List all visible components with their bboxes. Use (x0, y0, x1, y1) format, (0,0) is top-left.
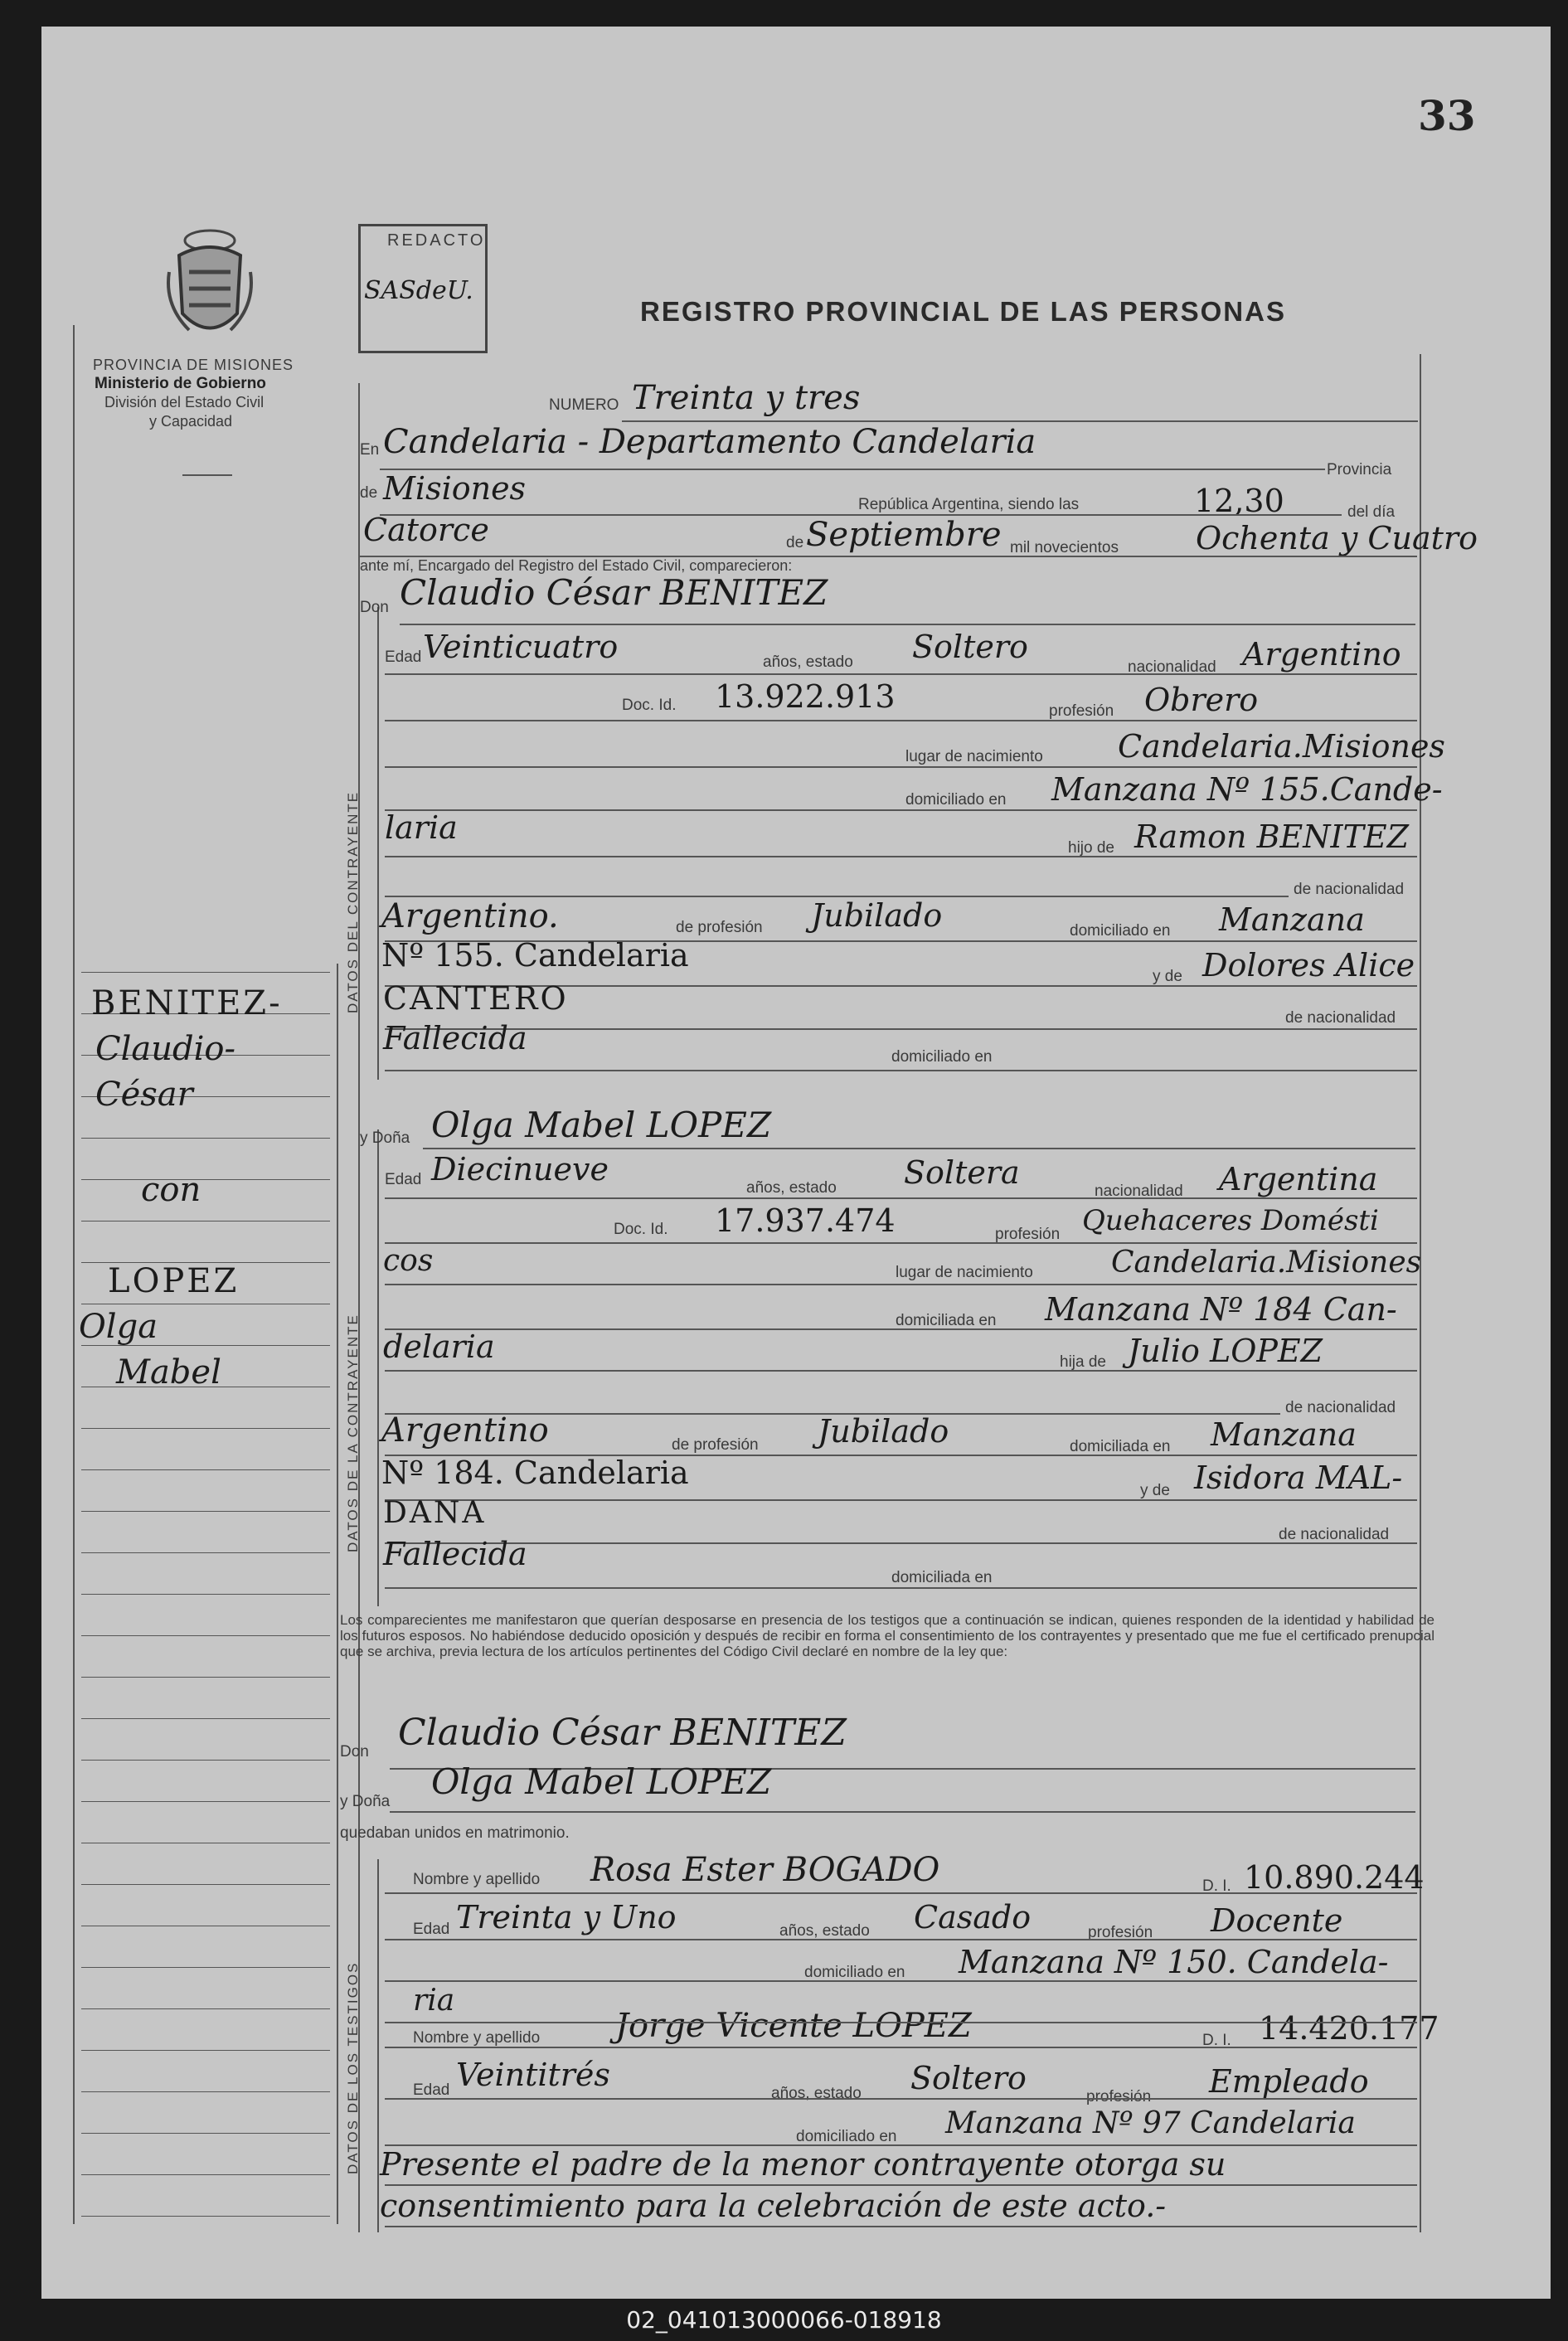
t1-edad-label: Edad (413, 1921, 450, 1938)
de-nac-label-4: de nacionalidad (1279, 1526, 1390, 1543)
margin-rule (81, 2091, 330, 2092)
margin-rule (81, 1594, 330, 1595)
rule (385, 809, 1417, 811)
division-label: División del Estado Civil (104, 394, 265, 410)
contrayente-padre-prof: Jubilado (811, 897, 943, 934)
de-label-2: de (786, 534, 804, 551)
margin-rule (81, 2050, 330, 2051)
rule (385, 1542, 1417, 1544)
margin-rule (81, 2216, 330, 2217)
contrayenta-padre-prof: Jubilado (818, 1413, 949, 1450)
t1-dom-cont: ria (413, 1984, 455, 2018)
t1-profesion-label: profesión (1088, 1924, 1153, 1941)
contrayente-padre-dom: Manzana (1219, 901, 1365, 938)
redacto-label: REDACTO (387, 231, 486, 250)
t1-di-label: D. I. (1202, 1877, 1231, 1895)
t1-profesion: Docente (1211, 1902, 1343, 1939)
redacto-value: SASdeU. (364, 276, 473, 305)
y-dona-label: y Doña (360, 1129, 410, 1147)
rule (385, 720, 1417, 721)
contrayenta-edad: Diecinueve (431, 1151, 609, 1187)
rule (622, 420, 1418, 422)
margin-surname-2: LOPEZ (108, 1262, 240, 1300)
contrayente-domicilio-cont: laria (385, 809, 458, 846)
contrayente-section-label: DATOS DEL CONTRAYENTE (345, 790, 361, 1013)
rule (385, 1284, 1417, 1285)
contrayenta-madre-cont: DANA (383, 1496, 487, 1530)
margin-rule (81, 2174, 330, 2175)
contrayente-estado: Soltero (912, 629, 1028, 665)
rule (385, 856, 1417, 857)
rule (385, 1370, 1417, 1372)
y-dona-label-2: y Doña (340, 1793, 391, 1810)
dia-value: Catorce (363, 512, 489, 548)
margin-rule (81, 1884, 330, 1885)
t1-edad: Treinta y Uno (456, 1899, 677, 1935)
contrayenta-padre: Julio LOPEZ (1128, 1333, 1323, 1369)
margin-rule (81, 972, 330, 973)
don-label: Don (360, 599, 389, 616)
margin-name-1b: César (95, 1076, 193, 1114)
rule (385, 1197, 1417, 1199)
anios-label-2: años, estado (746, 1179, 837, 1197)
t1-dom: Manzana Nº 150. Candela- (959, 1944, 1389, 1980)
margin-surname-1: BENITEZ- (91, 984, 283, 1022)
anio-value: Ochenta y Cuatro (1196, 520, 1478, 556)
rule (390, 1811, 1415, 1813)
novia-nombre: Olga Mabel LOPEZ (431, 1761, 772, 1802)
y-de-label: y de (1153, 968, 1182, 985)
margin-name-2b: Mabel (116, 1353, 221, 1391)
mil-label: mil novecientos (1010, 539, 1119, 556)
margin-rule (81, 1552, 330, 1553)
doc-label-2: Doc. Id. (614, 1221, 668, 1238)
contrayenta-profesion: Quehaceres Domésti (1082, 1204, 1379, 1237)
contrayenta-padre-dom-cont: Nº 184. Candelaria (381, 1455, 689, 1491)
hora-value: 12,30 (1194, 483, 1284, 519)
padre-dom-label: domiciliado en (1070, 922, 1171, 940)
redacto-box (358, 224, 488, 353)
main-border-left (358, 383, 360, 2232)
contrayenta-border (377, 1129, 379, 1606)
madre-dom-label: domiciliado en (891, 1048, 993, 1066)
t2-di: 14.420.177 (1259, 2010, 1439, 2047)
de-label: de (360, 484, 378, 502)
hijo-label: hijo de (1068, 839, 1114, 857)
t2-nombre: Jorge Vicente LOPEZ (615, 2007, 972, 2045)
contrayente-profesion: Obrero (1144, 682, 1259, 718)
margin-rule (81, 1428, 330, 1429)
testigos-section-label: DATOS DE LOS TESTIGOS (345, 1961, 361, 2174)
document-title: REGISTRO PROVINCIAL DE LAS PERSONAS (640, 296, 1286, 327)
rule (385, 1328, 1417, 1330)
rule (385, 2047, 1417, 2048)
contrayente-domicilio: Manzana Nº 155.Cande- (1051, 771, 1443, 808)
t2-dom-label: domiciliado en (796, 2128, 897, 2145)
rule (423, 1148, 1415, 1149)
rule (385, 673, 1417, 675)
de-profesion-label-2: de profesión (672, 1436, 759, 1454)
province-label: PROVINCIA DE MISIONES (93, 357, 294, 373)
profesion-label: profesión (1049, 702, 1114, 720)
domicilio-label: domiciliado en (905, 791, 1007, 809)
main-border-right (1420, 354, 1421, 2232)
contrayente-edad: Veinticuatro (423, 629, 619, 665)
don-label-2: Don (340, 1743, 369, 1761)
t1-nombre: Rosa Ester BOGADO (590, 1851, 940, 1889)
t1-nombre-label: Nombre y apellido (413, 1871, 541, 1888)
margin-rule (81, 1138, 330, 1139)
contrayente-madre-estado: Fallecida (383, 1020, 527, 1056)
rule (385, 1070, 1417, 1071)
contrayente-padre-nac: Argentino. (381, 897, 559, 935)
nacionalidad-label-2: nacionalidad (1095, 1183, 1183, 1200)
contrayente-madre: Dolores Alice (1202, 947, 1415, 984)
margin-rule (81, 1635, 330, 1636)
contrayenta-padre-nac: Argentino (381, 1411, 549, 1450)
margin-rule (81, 1179, 330, 1180)
contrayente-madre-cont: CANTERO (383, 980, 569, 1017)
page-number: 33 (1418, 91, 1476, 140)
rule (360, 556, 1417, 557)
del-dia-label: del día (1347, 503, 1396, 521)
contrayenta-madre-estado: Fallecida (383, 1536, 527, 1572)
document-page (41, 27, 1551, 2299)
margin-rule (81, 1718, 330, 1719)
rule (385, 1499, 1417, 1501)
rule (385, 1892, 1417, 1894)
anios-label: años, estado (763, 653, 853, 671)
edad-label: Edad (385, 648, 422, 666)
domicilio-label-2: domiciliada en (896, 1312, 997, 1329)
de-nac-label-2: de nacionalidad (1285, 1009, 1396, 1027)
t2-edad: Veintitrés (456, 2057, 610, 2093)
t2-anios-label: años, estado (771, 2085, 862, 2102)
rule (385, 1980, 1417, 1982)
novio-nombre: Claudio César BENITEZ (398, 1712, 847, 1754)
declaration-text: Los comparecientes me manifestaron que querían desposarse en presencia de los testigos que a continuación se indican, quienes responden de la identidad y habilidad de los futuros esposos. No habiéndose deducido oposición y después de recibir en forma el consentimiento de los contrayentes y presentado que me fue el certificado prenupcial que se archiva, previa lectura de los artículos pertinentes del Código Civil declaré en nombre de la ley que: (340, 1612, 1435, 1659)
contrayente-padre-dom-cont: Nº 155. Candelaria (381, 937, 689, 974)
margin-rule (81, 1801, 330, 1802)
rule (385, 1587, 1417, 1589)
de-nac-label-3: de nacionalidad (1285, 1399, 1396, 1416)
republica-label: República Argentina, siendo las (858, 496, 1080, 513)
margin-border-right (337, 964, 338, 2224)
t2-profesion: Empleado (1209, 2063, 1369, 2100)
t2-estado: Soltero (910, 2060, 1027, 2096)
en-label: En (360, 441, 380, 459)
provincia-value: Misiones (383, 470, 527, 507)
edad-label-2: Edad (385, 1171, 422, 1188)
rule (385, 1242, 1417, 1244)
contrayenta-estado: Soltera (904, 1154, 1020, 1191)
footer-code: 02_041013000066-018918 (626, 2306, 942, 2334)
rule (385, 2184, 1417, 2186)
rule (385, 1939, 1417, 1940)
numero-value: Treinta y tres (632, 379, 861, 417)
t1-estado: Casado (914, 1899, 1032, 1935)
contrayente-nacionalidad: Argentino (1242, 636, 1401, 673)
t1-dom-label: domiciliado en (804, 1964, 905, 1981)
lugar-value: Candelaria - Departamento Candelaria (383, 423, 1036, 461)
margin-name-2a: Olga (79, 1308, 158, 1346)
nacionalidad-label: nacionalidad (1128, 658, 1216, 676)
contrayenta-domicilio: Manzana Nº 184 Can- (1045, 1291, 1397, 1328)
nota-line-1: Presente el padre de la menor contrayente otorga su (380, 2146, 1226, 2183)
margin-rule (81, 1760, 330, 1761)
contrayente-doc: 13.922.913 (715, 678, 896, 715)
doc-label: Doc. Id. (622, 697, 677, 714)
de-nac-label: de nacionalidad (1294, 881, 1405, 898)
margin-name-1a: Claudio- (95, 1030, 236, 1068)
rule (385, 2022, 1417, 2023)
mes-value: Septiembre (806, 516, 1002, 554)
contrayenta-madre: Isidora MAL- (1194, 1459, 1403, 1496)
t2-di-label: D. I. (1202, 2032, 1231, 2049)
lugar-nac-label: lugar de nacimiento (905, 748, 1043, 765)
ministry-label: Ministerio de Gobierno (95, 375, 266, 392)
rule (385, 766, 1417, 768)
divider (182, 474, 232, 476)
margin-rule (81, 1511, 330, 1512)
margin-border (73, 325, 75, 2224)
y-de-label-2: y de (1140, 1482, 1170, 1499)
t2-edad-label: Edad (413, 2081, 450, 2099)
contrayenta-profesion-cont: cos (383, 1244, 434, 1278)
contrayente-border (377, 607, 379, 1080)
ante-label: ante mí, Encargado del Registro del Estado Civil, comparecieron: (360, 557, 793, 574)
margin-rule (81, 1469, 330, 1470)
madre-dom-label-2: domiciliada en (891, 1569, 993, 1586)
contrayenta-section-label: DATOS DE LA CONTRAYENTE (345, 1314, 361, 1552)
rule (385, 2098, 1417, 2100)
contrayenta-domicilio-cont: delaria (383, 1328, 495, 1365)
contrayente-nombre: Claudio César BENITEZ (400, 572, 828, 613)
contrayenta-nacionalidad: Argentina (1219, 1161, 1378, 1197)
margin-rule (81, 2133, 330, 2134)
rule (400, 624, 1415, 625)
de-profesion-label: de profesión (676, 919, 763, 936)
contrayenta-lugar-nac: Candelaria.Misiones (1111, 1246, 1422, 1280)
t2-profesion-label: profesión (1086, 2088, 1152, 2105)
t2-dom: Manzana Nº 97 Candelaria (945, 2106, 1356, 2140)
unidos-text: quedaban unidos en matrimonio. (340, 1824, 570, 1842)
numero-label: NUMERO (549, 396, 619, 414)
contrayenta-nombre: Olga Mabel LOPEZ (431, 1105, 772, 1145)
contrayente-padre: Ramon BENITEZ (1134, 818, 1410, 855)
hija-label: hija de (1060, 1353, 1106, 1371)
nota-line-2: consentimiento para la celebración de este acto.- (380, 2188, 1167, 2224)
contrayenta-padre-dom: Manzana (1211, 1416, 1357, 1453)
margin-rule (81, 1677, 330, 1678)
division-label-2: y Capacidad (149, 413, 233, 430)
provincia-label: Provincia (1327, 461, 1392, 478)
coat-of-arms-icon (164, 222, 255, 347)
testigos-border (377, 1859, 379, 2232)
rule (385, 1028, 1417, 1030)
lugar-nac-label-2: lugar de nacimiento (896, 1264, 1033, 1281)
t1-di: 10.890.244 (1244, 1859, 1425, 1896)
contrayenta-doc: 17.937.474 (715, 1202, 896, 1239)
margin-con: con (141, 1171, 201, 1209)
margin-rule (81, 1967, 330, 1968)
profesion-label-2: profesión (995, 1226, 1061, 1243)
margin-rule (81, 2008, 330, 2009)
contrayente-lugar-nac: Candelaria.Misiones (1118, 728, 1445, 765)
rule (385, 2226, 1417, 2227)
t2-nombre-label: Nombre y apellido (413, 2029, 541, 2047)
t1-anios-label: años, estado (779, 1922, 870, 1940)
padre-dom-label-2: domiciliada en (1070, 1438, 1171, 1455)
